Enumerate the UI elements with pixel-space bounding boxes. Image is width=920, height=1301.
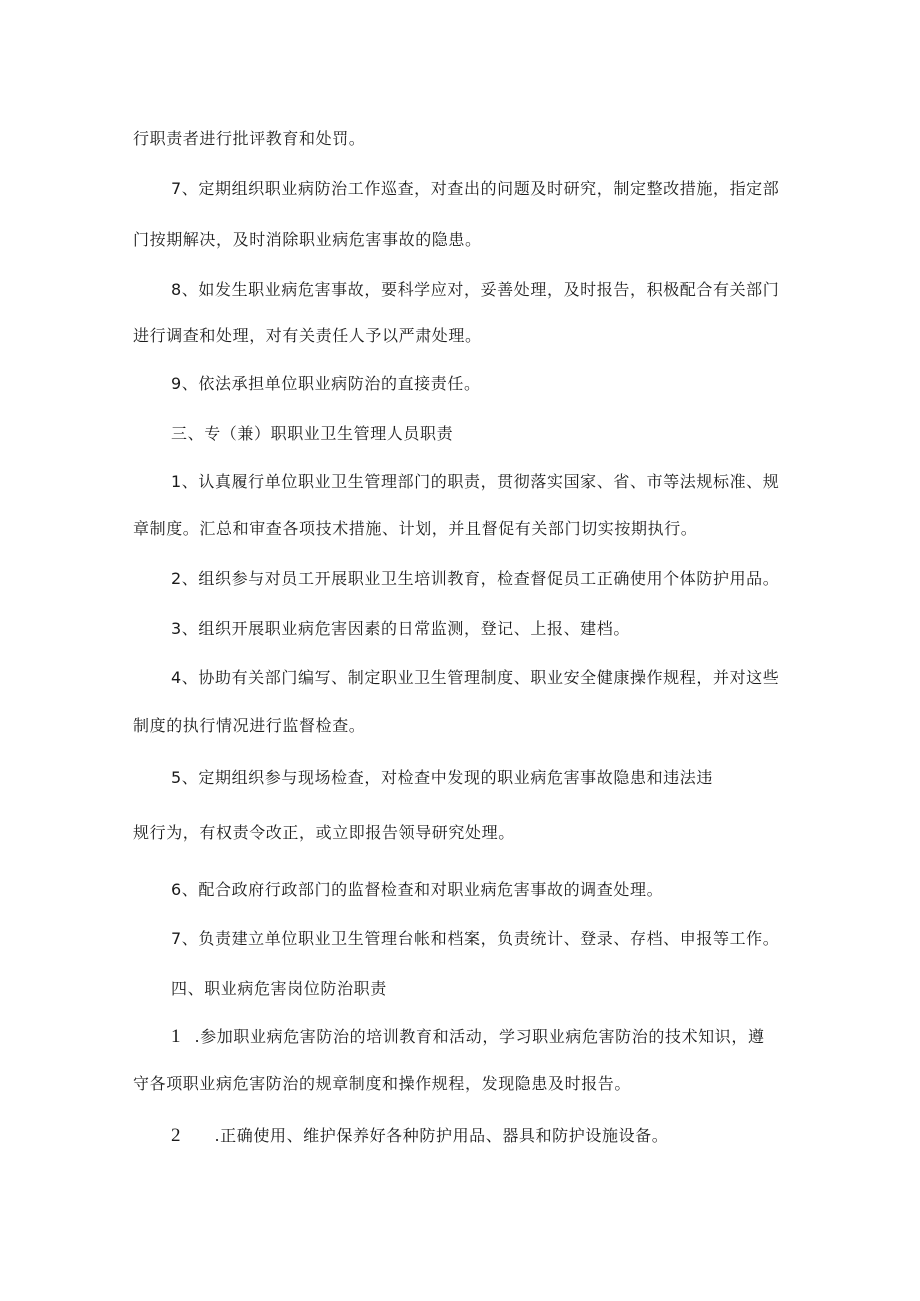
text-line: 制度的执行情况进行监督检查。 [133,716,366,735]
text-line: 8、如发生职业病危害事故，要科学应对，妥善处理，及时报告，积极配合有关部门 [171,280,780,299]
text-line: 9、依法承担单位职业病防治的直接责任。 [171,374,481,393]
text-line: 6、配合政府行政部门的监督检查和对职业病危害事故的调查处理。 [171,880,664,899]
numbered-item-2 [171,1126,668,1146]
text-line: 3、组织开展职业病危害因素的日常监测，登记、上报、建档。 [171,619,630,638]
item-text: .正确使用、维护保养好各种防护用品、器具和防护设施设备。 [214,1126,669,1145]
item-number: 1 [171,1026,181,1047]
text-line: 2、组织参与对员工开展职业卫生培训教育，检查督促员工正确使用个体防护用品。 [171,569,780,588]
text-line: 7、负责建立单位职业卫生管理台帐和档案，负责统计、登录、存档、申报等工作。 [171,929,780,948]
text-line: 守各项职业病危害防治的规章制度和操作规程，发现隐患及时报告。 [133,1074,632,1093]
text-line: 门按期解决，及时消除职业病危害事故的隐患。 [133,230,482,249]
text-line: 7、定期组织职业病防治工作巡查，对查出的问题及时研究，制定整改措施，指定部 [171,179,780,198]
text-line: 进行调查和处理，对有关责任人予以严肃处理。 [133,326,482,345]
item-text: .参加职业病危害防治的培训教育和活动，学习职业病危害防治的技术知识，遵 [194,1027,765,1046]
section-heading: 四、职业病危害岗位防治职责 [171,979,387,998]
text-line: 4、协助有关部门编写、制定职业卫生管理制度、职业安全健康操作规程，并对这些 [171,668,780,687]
text-line: 行职责者进行批评教育和处罚。 [133,129,366,148]
text-line: 章制度。汇总和审查各项技术措施、计划，并且督促有关部门切实按期执行。 [133,519,698,538]
text-line: 1、认真履行单位职业卫生管理部门的职责，贯彻落实国家、省、市等法规标准、规 [171,472,780,491]
numbered-item-1 [171,1027,765,1047]
item-number: 2 [171,1125,181,1146]
text-line: 规行为，有权责令改正，或立即报告领导研究处理。 [133,823,515,842]
section-heading: 三、专（兼）职职业卫生管理人员职责 [171,424,454,443]
text-line: 5、定期组织参与现场检查，对检查中发现的职业病危害事故隐患和违法违 [171,768,713,787]
